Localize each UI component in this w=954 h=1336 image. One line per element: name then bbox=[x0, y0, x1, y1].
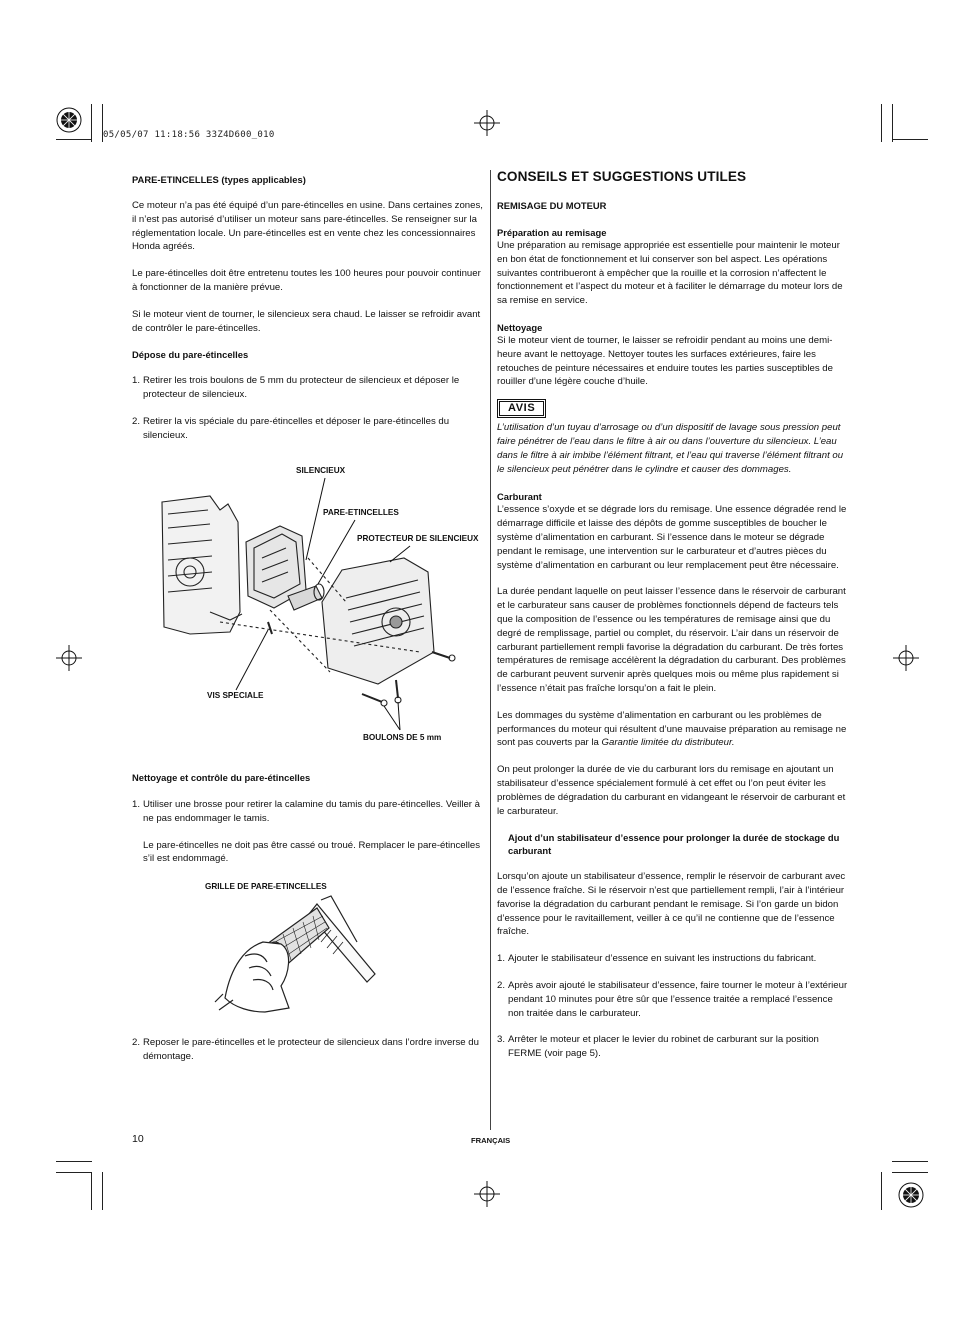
left-column-end bbox=[132, 1036, 484, 1064]
list-text: Retirer la vis spéciale du pare-étincelles et déposer le pare-étincelles du silencieux. bbox=[143, 415, 450, 441]
paragraph: Si le moteur vient de tourner, le silencieux sera chaud. Le laisser se refroidir avant de contrôler le pare-étincelles. bbox=[132, 308, 481, 334]
paragraph-text: Les dommages du système d’alimentation en carburant ou les problèmes de performances du moteur qui résultent d’une mauvaise préparation au remisage ne sont pas couverts par la bbox=[497, 709, 847, 749]
notice-badge bbox=[497, 399, 546, 418]
list-item bbox=[497, 979, 851, 1020]
left-column bbox=[132, 173, 484, 443]
list-item bbox=[132, 415, 484, 443]
paragraph bbox=[497, 709, 851, 750]
label-vis-speciale: VIS SPECIALE bbox=[207, 691, 264, 700]
label-protecteur: PROTECTEUR DE SILENCIEUX bbox=[357, 534, 479, 543]
section-title-spark-arrester: PARE-ETINCELLES (types applicables) bbox=[132, 174, 306, 185]
paragraph: Ce moteur n’a pas été équipé d’un pare-étincelles en usine. Dans certaines zones, il n’est pas autorisé d’utiliser un moteur sans pare-étincelles. Se renseigner sur la réglementation locale. Un pare-étincelles est en vente chez les concessionnaires Honda agréés. bbox=[132, 200, 483, 253]
list-number: 1. bbox=[497, 953, 506, 965]
crosshair-mark-right bbox=[893, 645, 919, 676]
list-item bbox=[497, 1033, 851, 1061]
subheading-stabilizer: Ajout d’un stabilisateur d’essence pour prolonger la durée de stockage du carburant bbox=[508, 832, 840, 857]
muffler-illustration bbox=[150, 462, 490, 747]
list-text: Utiliser une brosse pour retirer la calamine du tamis du pare-étincelles. Veiller à ne pas endommager le tamis. bbox=[143, 799, 481, 824]
registration-mark-top-left bbox=[56, 107, 82, 138]
paragraph: On peut prolonger la durée de vie du carburant lors du remisage en ajoutant un stabilisateur d’essence spécialement formulé à cet effet ou l’on peut éviter les problèmes de dégradation du carburant en vidangeant le réservoir de carburant et le carburateur. bbox=[497, 764, 846, 817]
label-grille: GRILLE DE PARE-ETINCELLES bbox=[205, 882, 327, 891]
subheading-removal: Dépose du pare-étincelles bbox=[132, 349, 249, 361]
language-label: FRANÇAIS bbox=[471, 1136, 511, 1145]
paragraph: La durée pendant laquelle on peut laisser l’essence dans le réservoir de carburant et le carburateur sans causer de problèmes fonctionnels dépend de facteurs tels que la composition de l’essence ou les températures de remisage ainsi que du degré de remplissage, partiel ou complet, du réservoir. L’air dans un réservoir de carburant partiellement rempli favorise la dégradation du carburant. De très fortes températures de remisage accélèrent la dégradation du carburant. Des problèmes de carburant peuvent survenir après quelques mois ou même plus rapidement si l’essence n’était pas fraîche lorsqu’on a fait le plein. bbox=[497, 586, 846, 694]
figure-brushing-screen bbox=[205, 882, 385, 1017]
right-column bbox=[497, 168, 851, 1061]
column-divider bbox=[490, 170, 491, 1130]
list-text: Retirer les trois boulons de 5 mm du protecteur de silencieux et déposer le protecteur de silencieux. bbox=[143, 375, 460, 401]
crosshair-mark-bottom bbox=[474, 1181, 500, 1212]
page-number: 10 bbox=[132, 1133, 144, 1145]
page-title: CONSEILS ET SUGGESTIONS UTILES bbox=[497, 169, 747, 184]
list-number: 1. bbox=[132, 799, 141, 810]
figure-muffler-exploded-view bbox=[150, 462, 490, 747]
paragraph: Une préparation au remisage appropriée est essentielle pour maintenir le moteur en bon état de fonctionnement et lui conserver son bel aspect. Les opérations suivantes contribueront à empêcher que la rouille et la corrosion n’affectent le fonctionnement et l’aspect du moteur et à faciliter le démarrage du moteur lors de sa remise en service. bbox=[497, 240, 843, 307]
list-item bbox=[497, 952, 851, 966]
list-number: 2. bbox=[497, 980, 506, 992]
list-item bbox=[132, 1036, 484, 1064]
registration-mark-bottom-right bbox=[898, 1182, 924, 1213]
label-pare-etincelles: PARE-ETINCELLES bbox=[323, 508, 399, 517]
notice-badge-inner: AVIS bbox=[499, 401, 544, 416]
list-number: 2. bbox=[132, 1037, 141, 1048]
label-boulons: BOULONS DE 5 mm bbox=[363, 733, 442, 742]
list-text: Arrêter le moteur et placer le levier du robinet de carburant sur la position FERME (voir page 5). bbox=[508, 1034, 819, 1060]
paragraph: Le pare-étincelles ne doit pas être cassé ou troué. Remplacer le pare-étincelles s’il est endommagé. bbox=[143, 839, 481, 865]
list-item bbox=[132, 798, 484, 826]
label-silencieux: SILENCIEUX bbox=[296, 466, 346, 475]
paragraph: L’essence s’oxyde et se dégrade lors du remisage. Une essence dégradée rend le démarrage difficile et laisse des dépôts de gomme susceptibles de boucher le système d’alimentation en carburant. Si l’essence dans le moteur se dégrade pendant le remisage, une intervention sur le carburateur et d’autres pièces du système d’alimentation en carburant ou leur remplacement peut être nécessaire. bbox=[497, 504, 847, 571]
subheading-preparation: Préparation au remisage bbox=[497, 227, 607, 238]
list-item bbox=[132, 374, 484, 402]
list-number: 1. bbox=[132, 375, 141, 387]
warranty-reference: Garantie limitée du distributeur. bbox=[601, 737, 735, 749]
print-stamp: 05/05/07 11:18:56 33Z4D600_010 bbox=[103, 130, 275, 140]
list-number: 2. bbox=[132, 415, 141, 427]
subheading-fuel: Carburant bbox=[497, 491, 542, 503]
notice-text: L’utilisation d’un tuyau d’arrosage ou d’un dispositif de lavage sous pression peut faire pénétrer de l’eau dans le filtre à air ou dans l’ouverture du silencieux. L’eau dans le filtre à air imbibe l’élément filtrant, et l’eau qui traverse l’élément filtrant ou le silencieux peut pénétrer dans le cylindre et causer des dommages. bbox=[497, 422, 844, 475]
crosshair-mark-left bbox=[56, 645, 82, 676]
paragraph: Lorsqu’on ajoute un stabilisateur d’essence, remplir le réservoir de carburant avec de l’essence fraîche. Si le réservoir n’est que partiellement rempli, l’air à l’intérieur favorise la dégradation du carburant pendant le remisage. Si l’on garde un bidon d’essence pour le ravitaillement, veiller à ce qu’il ne contienne que de l’essence fraîche. bbox=[497, 871, 846, 938]
subheading-storage: REMISAGE DU MOTEUR bbox=[497, 200, 607, 211]
list-text: Après avoir ajouté le stabilisateur d’essence, faire tourner le moteur à l’extérieur pendant 10 minutes pour être sûr que l’essence traitée a remplacé l’essence non traitée dans le carburateur. bbox=[508, 980, 848, 1019]
paragraph: Le pare-étincelles doit être entretenu toutes les 100 heures pour pouvoir continuer à fonctionner de la manière prévue. bbox=[132, 268, 481, 293]
crosshair-mark-top bbox=[474, 110, 500, 141]
list-text: Reposer le pare-étincelles et le protecteur de silencieux dans l’ordre inverse du démontage. bbox=[143, 1037, 479, 1062]
brush-illustration bbox=[205, 882, 385, 1017]
paragraph: Si le moteur vient de tourner, le laisser se refroidir pendant au moins une demi-heure avant le nettoyage. Nettoyer toutes les surfaces extérieures, faire les retouches de peinture nécessaires et enduire toutes les parties susceptibles de rouiller d’une légère couche d’huile. bbox=[497, 334, 833, 388]
subheading-cleaning: Nettoyage et contrôle du pare-étincelles bbox=[132, 772, 311, 783]
list-text: Ajouter le stabilisateur d’essence en suivant les instructions du fabricant. bbox=[508, 953, 817, 965]
list-number: 3. bbox=[497, 1034, 506, 1046]
left-column-lower bbox=[132, 771, 484, 866]
subheading-cleaning: Nettoyage bbox=[497, 321, 543, 333]
